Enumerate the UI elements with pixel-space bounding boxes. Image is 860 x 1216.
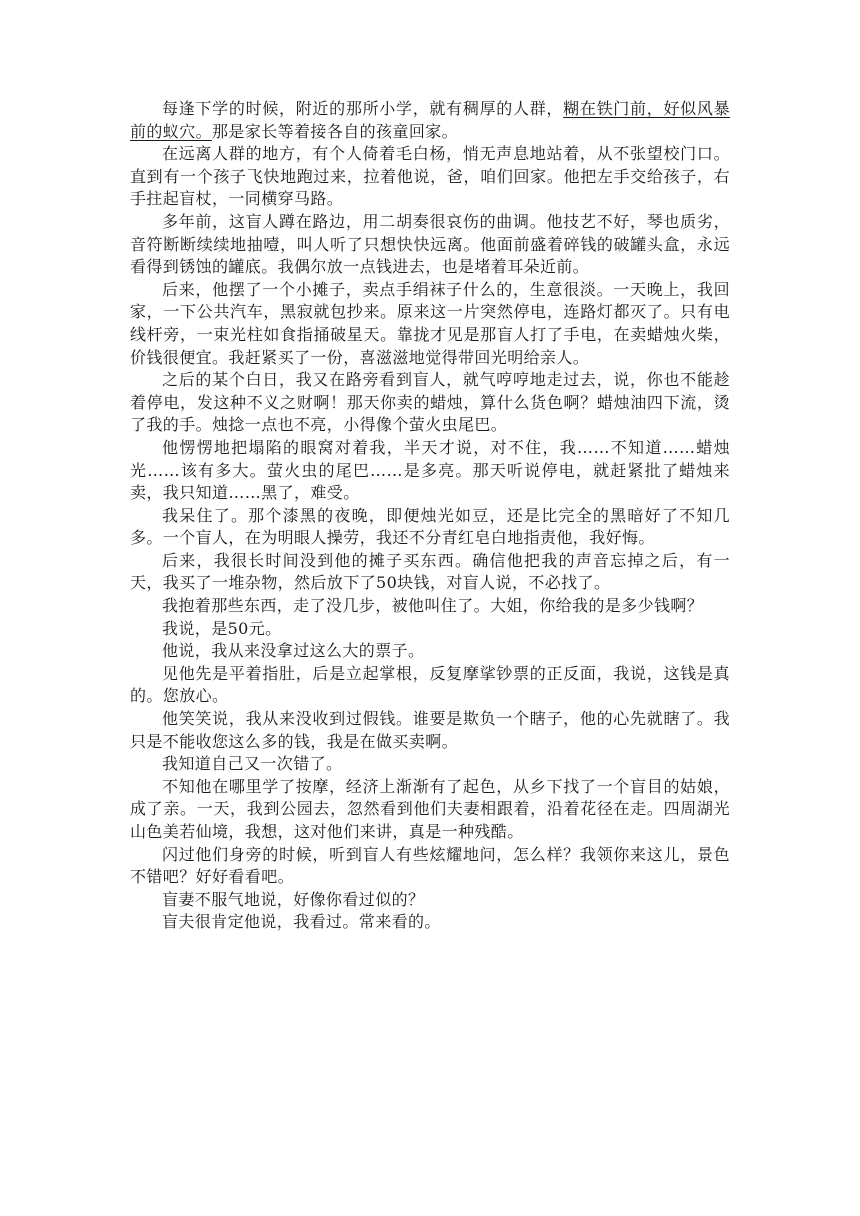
paragraph-6: 他愣愣地把塌陷的眼窝对着我，半天才说，对不住，我……不知道……蜡烛光……该有多大。萤火虫的尾巴……是多亮。那天听说停电，就赶紧批了蜡烛来卖，我只知道……黑了，难受。 (130, 437, 730, 503)
paragraph-4: 后来，他摆了一个小摊子，卖点手绢袜子什么的，生意很淡。一天晚上，我回家，一下公共汽车，黑寂就包抄来。原来这一片突然停电，连路灯都灭了。只有电线杆旁，一束光柱如食指捅破星天。靠拢才见是那盲人打了手电，在卖蜡烛火柴，价钱很便宜。我赶紧买了一份，喜滋滋地觉得带回光明给亲人。 (130, 279, 730, 367)
paragraph-12: 见他先是平着指肚，后是立起掌根，反复摩挲钞票的正反面，我说，这钱是真的。您放心。 (130, 663, 730, 706)
paragraph-10: 我说，是50元。 (162, 618, 282, 638)
paragraph-1-before: 每逢下学的时候，附近的那所小学，就有稠厚的人群， (162, 99, 564, 118)
paragraph-1-after: 那是家长等着接各自的孩童回家。 (212, 121, 459, 141)
paragraph-3: 多年前，这盲人蹲在路边，用二胡奏很哀伤的曲调。他技艺不好，琴也质劣，音符断断续续地抽噎，叫人听了只想快快远离。他面前盛着碎钱的破罐头盒，永远看得到锈蚀的罐底。我偶尔放一点钱进去，也是堵着耳朵近前。 (130, 211, 730, 277)
document-body (130, 98, 730, 934)
underlined-phrase: 糊在铁门前，好似风暴前的蚁穴。 (130, 99, 730, 141)
paragraph-2: 在远离人群的地方，有个人倚着毛白杨，悄无声息地站着，从不张望校门口。直到有一个孩子飞快地跑过来，拉着他说，爸，咱们回家。他把左手交给孩子，右手拄起盲杖，一同横穿马路。 (130, 144, 730, 209)
paragraph-17: 盲妻不服气地说，好像你看过似的？ (162, 889, 425, 909)
paragraph-7: 我呆住了。那个漆黑的夜晚，即便烛光如豆，还是比完全的黑暗好了不知几多。一个盲人，在为明眼人操劳，我还不分青红皂白地指责他，我好悔。 (130, 505, 730, 548)
paragraph-11: 他说，我从来没拿过这么大的票子。 (162, 641, 425, 661)
paragraph-18: 盲夫很肯定他说，我看过。常来看的。 (162, 912, 441, 932)
paragraph-13: 他笑笑说，我从来没收到过假钱。谁要是欺负一个瞎子，他的心先就瞎了。我只是不能收您这么多的钱，我是在做买卖啊。 (130, 709, 730, 751)
paragraph-9: 我抱着那些东西，走了没几步，被他叫住了。大姐，你给我的是多少钱啊？ (162, 596, 704, 616)
paragraph-14: 我知道自己又一次错了。 (162, 754, 343, 774)
paragraph-1 (130, 98, 730, 143)
paragraph-16: 闪过他们身旁的时候，听到盲人有些炫耀地问，怎么样？我领你来这儿，景色不错吧？好好看看吧。 (130, 844, 730, 887)
paragraph-15: 不知他在哪里学了按摩，经济上渐渐有了起色，从乡下找了一个盲目的姑娘，成了亲。一天，我到公园去，忽然看到他们夫妻相跟着，沿着花径在走。四周湖光山色美若仙境，我想，这对他们来讲，真是一种残酷。 (130, 776, 730, 841)
paragraph-8: 后来，我很长时间没到他的摊子买东西。确信他把我的声音忘掉之后，有一天，我买了一堆杂物，然后放下了50块钱，对盲人说，不必找了。 (130, 550, 730, 593)
paragraph-5: 之后的某个白日，我又在路旁看到盲人，就气哼哼地走过去，说，你也不能趁着停电，发这种不义之财啊！那天你卖的蜡烛，算什么货色啊？蜡烛油四下流，烫了我的手。烛捻一点也不亮，小得像个萤火虫尾巴。 (130, 370, 730, 435)
